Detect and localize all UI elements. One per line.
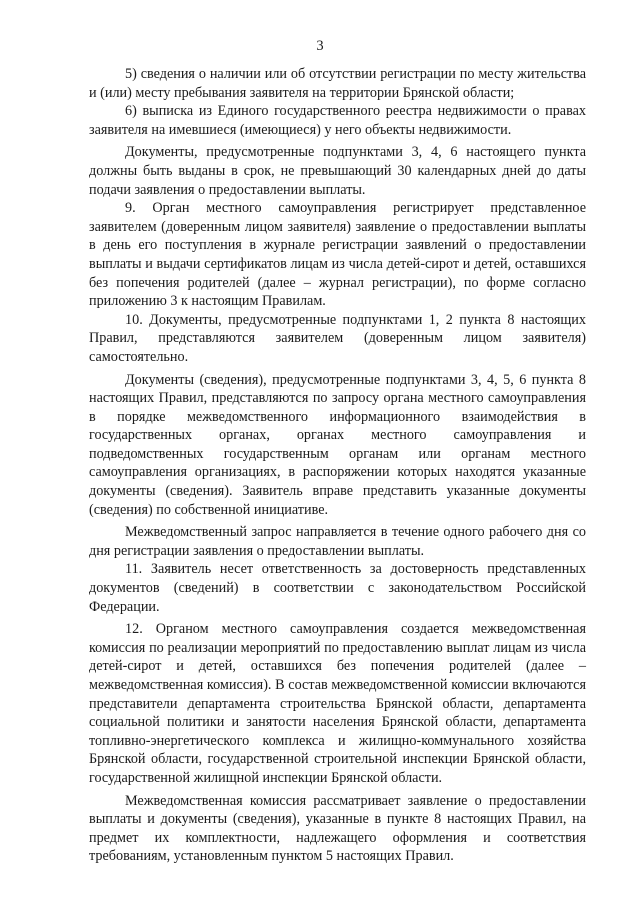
paragraph-clause-11: 11. Заявитель несет ответственность за достоверность представленных документов (сведений) в соответствии с законодательством Российской Федерации. xyxy=(89,561,586,615)
paragraph-item-6: 6) выписка из Единого государственного реестра недвижимости о правах заявителя на имевшиеся (имеющиеся) у него объекты недвижимости. xyxy=(89,103,586,138)
document-body xyxy=(89,65,586,866)
paragraph-commission-review: Межведомственная комиссия рассматривает заявление о предоставлении выплаты и документы (сведения), указанные в пункте 8 настоящих Правил, на предмет их комплектности, надлежащего оформления и соответствия требованиям, установленным пунктом 5 настоящих Правил. xyxy=(89,792,586,865)
paragraph-documents-deadline: Документы, предусмотренные подпунктами 3, 4, 6 настоящего пункта должны быть выданы в срок, не превышающий 30 календарных дней до даты подачи заявления о предоставлении выплаты. xyxy=(89,144,586,198)
paragraph-clause-10: 10. Документы, предусмотренные подпунктами 1, 2 пункта 8 настоящих Правил, представляются заявителем (доверенным лицом заявителя) самостоятельно. xyxy=(89,311,586,365)
paragraph-clause-9: 9. Орган местного самоуправления регистрирует представленное заявителем (доверенным лицом заявителя) заявление о предоставлении выплаты в день его поступления в журнале регистрации заявлений о предоставлении выплаты и выдачи сертификатов лицам из числа детей-сирот и детей, оставшихся без попечения родителей (далее – журнал регистрации), по форме согласно приложению 3 к настоящим Правилам. xyxy=(89,200,586,310)
paragraph-interagency-documents: Документы (сведения), предусмотренные подпунктами 3, 4, 5, 6 пункта 8 настоящих Правил, представляются по запросу органа местного самоуправления в порядке межведомственного информационного взаимодействия в государственных органах, органах местного самоуправления и подведомственных государственным органам или органам местного самоуправления организациях, в распоряжении которых находятся указанные документы (сведения). Заявитель вправе представить указанные документы (сведения) по собственной инициативе. xyxy=(89,371,586,518)
paragraph-item-5: 5) сведения о наличии или об отсутствии регистрации по месту жительства и (или) месту пребывания заявителя на территории Брянской области; xyxy=(89,66,586,101)
page-number: 3 xyxy=(316,38,324,54)
paragraph-interagency-request: Межведомственный запрос направляется в течение одного рабочего дня со дня регистрации заявления о предоставлении выплаты. xyxy=(89,524,586,559)
paragraph-clause-12: 12. Органом местного самоуправления создается межведомственная комиссия по реализации мероприятий по предоставлению выплат лицам из числа детей-сирот и детей, оставшихся без попечения родителей (далее – межведомственная комиссия). В состав межведомственной комиссии включаются представители департамента строительства Брянской области, департамента социальной политики и занятости населения Брянской области, департамента топливно-энергетического комплекса и жилищно-коммунального хозяйства Брянской области, государственной строительной инспекции Брянской области, государственной жилищной инспекции Брянской области. xyxy=(89,621,586,786)
